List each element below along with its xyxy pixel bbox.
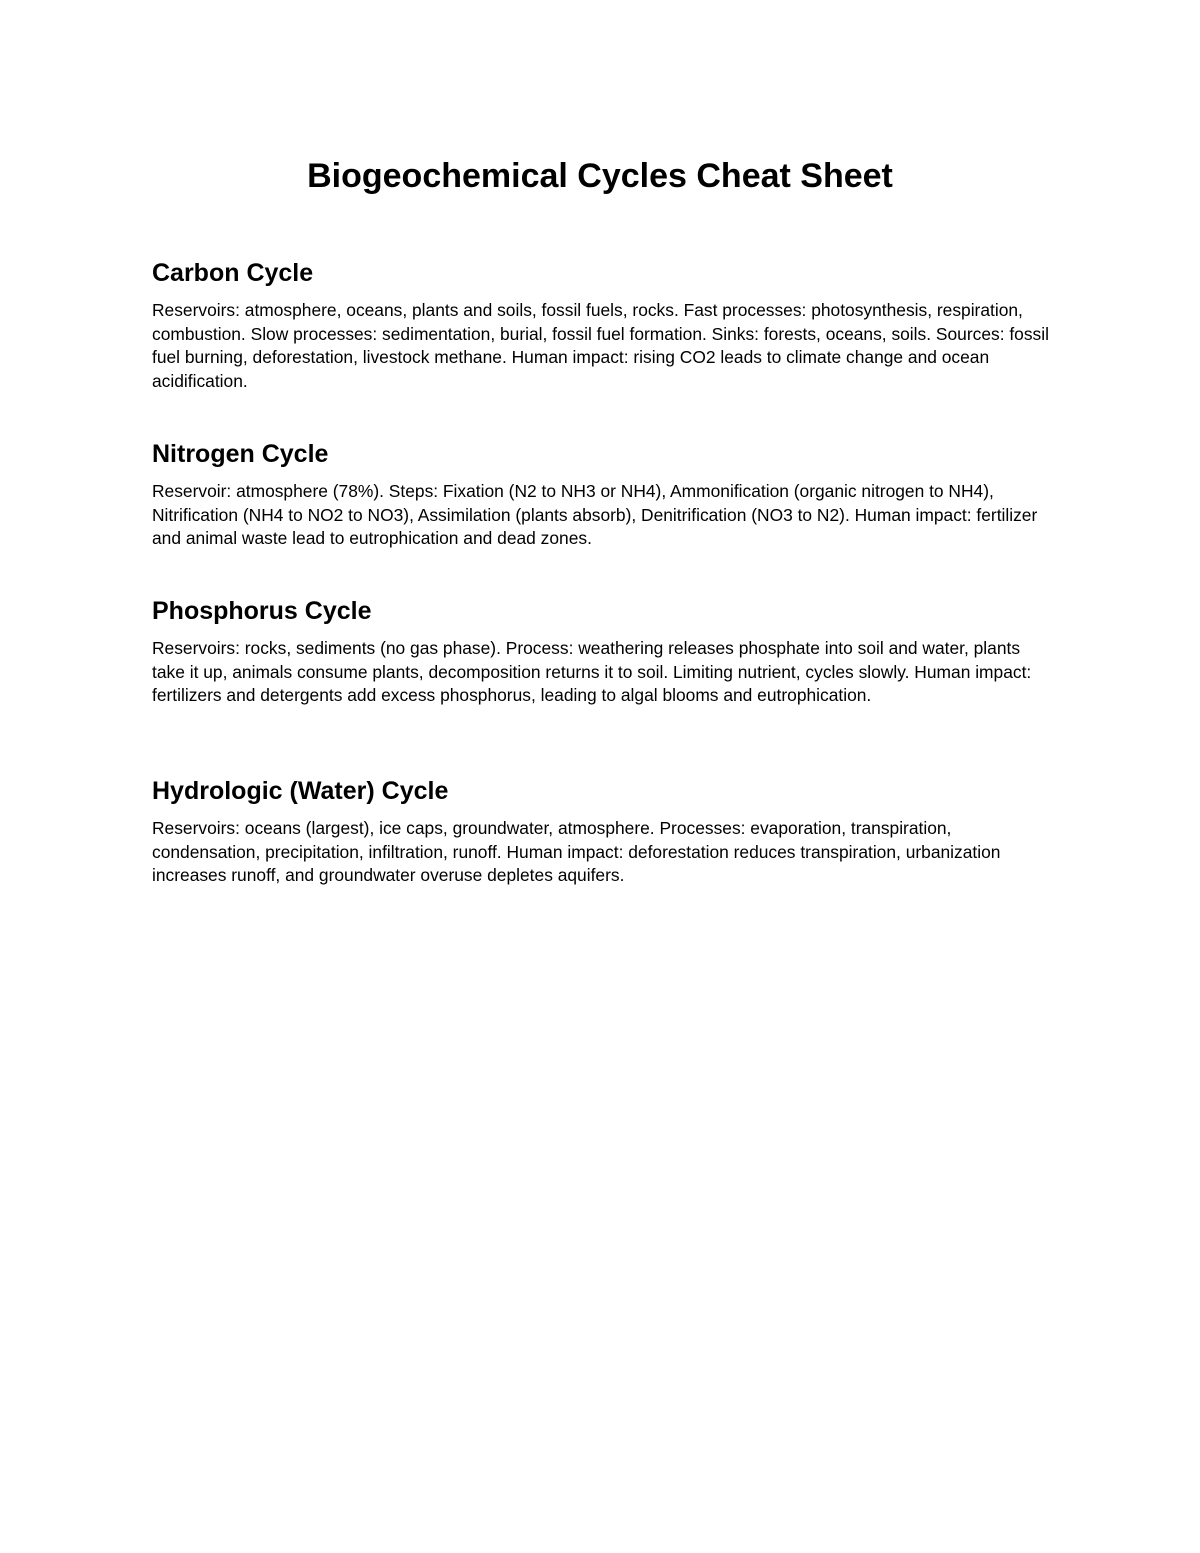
document-title: Biogeochemical Cycles Cheat Sheet <box>307 157 893 195</box>
section-body: Reservoir: atmosphere (78%). Steps: Fixation (N2 to NH3 or NH4), Ammonification (organic nitrogen to NH4), Nitrification (NH4 to NO2 to NO3), Assimilation (plants absorb), Denitrification (NO3 to N2). Human impact: fertilizer and animal waste lead to eutrophication and dead zones. <box>152 481 1038 549</box>
section-body: Reservoirs: atmosphere, oceans, plants and soils, fossil fuels, rocks. Fast processes: photosynthesis, respiration, combustion. Slow processes: sedimentation, burial, fossil fuel formation. Sinks: forests, oceans, soils. Sources: fossil fuel burning, deforestation, livestock methane. Human impact: rising CO2 leads to climate change and ocean acidification. <box>152 300 1049 391</box>
section-phosphorus-cycle <box>152 595 1052 708</box>
section-nitrogen-cycle <box>152 438 1052 551</box>
section-heading: Carbon Cycle <box>152 259 314 287</box>
section-carbon-cycle <box>152 257 1052 393</box>
section-body: Reservoirs: oceans (largest), ice caps, groundwater, atmosphere. Processes: evaporation, transpiration, condensation, precipitation, infiltration, runoff. Human impact: deforestation reduces transpiration, urbanization increases runoff, and groundwater overuse depletes aquifers. <box>152 818 1001 886</box>
section-heading: Hydrologic (Water) Cycle <box>152 777 449 805</box>
section-heading: Phosphorus Cycle <box>152 597 372 625</box>
section-hydrologic-cycle <box>152 775 1052 888</box>
section-heading: Nitrogen Cycle <box>152 440 329 468</box>
section-body: Reservoirs: rocks, sediments (no gas phase). Process: weathering releases phosphate into soil and water, plants take it up, animals consume plants, decomposition returns it to soil. Limiting nutrient, cycles slowly. Human impact: fertilizers and detergents add excess phosphorus, leading to algal blooms and eutrophication. <box>152 638 1032 706</box>
